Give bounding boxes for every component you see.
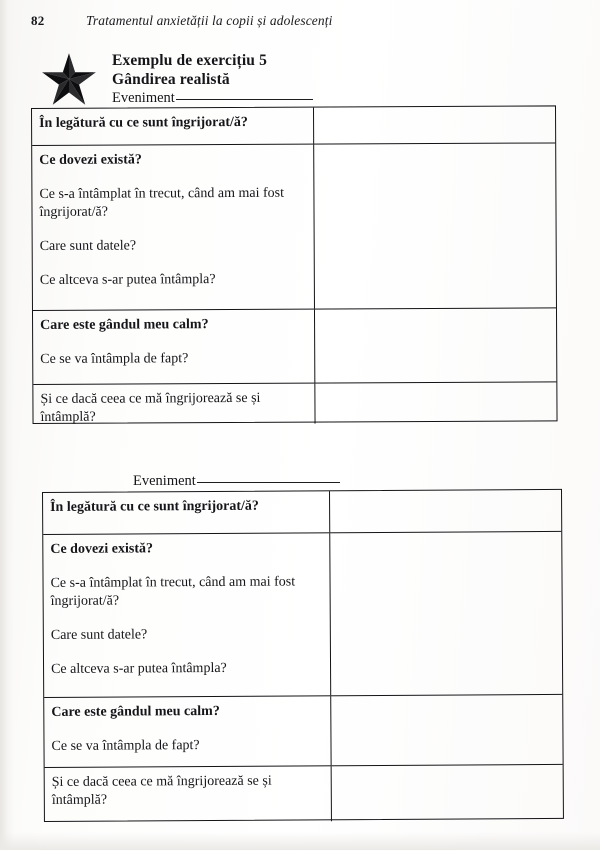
event-blank-rule-2[interactable] xyxy=(197,482,340,483)
page-number: 82 xyxy=(31,13,45,28)
worksheet-question-text: În legătură cu ce sunt îngrijorat/ă? xyxy=(50,498,259,515)
worksheet-question-cell xyxy=(43,491,330,534)
worksheet-answer-cell[interactable] xyxy=(332,765,563,821)
event-field-1 xyxy=(112,89,412,108)
worksheet-question-cell xyxy=(45,766,332,823)
worksheet-question-cell xyxy=(44,696,331,767)
worksheet-question-text: Care este gândul meu calm? xyxy=(40,317,209,333)
star-icon xyxy=(41,52,97,106)
worksheet-question-cell xyxy=(33,384,315,425)
worksheet-question-text: Ce s-a întâmplat în trecut, când am mai fost îngrijorat/ă? xyxy=(50,574,296,609)
worksheet-question-text: Ce s-a întâmplat în trecut, când am mai fost îngrijorat/ă? xyxy=(39,185,285,220)
worksheet-row xyxy=(33,382,556,425)
worksheet-question-text: În legătură cu ce sunt îngrijorat/ă? xyxy=(39,114,248,131)
worksheet-row xyxy=(43,532,562,698)
worksheet-row xyxy=(32,143,556,311)
page-edge-shadow-bottom xyxy=(0,832,600,850)
worksheet-question-text: Ce altceva s-ar putea întâmpla? xyxy=(39,272,216,288)
worksheet-question-text: Ce dovezi există? xyxy=(39,152,142,168)
event-label-1: Eveniment xyxy=(112,90,175,106)
worksheet-question-text: Ce dovezi există? xyxy=(50,541,154,557)
worksheet-row xyxy=(32,106,555,146)
worksheet-question-text: Care este gândul meu calm? xyxy=(51,703,220,720)
worksheet-question-text: Și ce dacă ceea ce mă îngrijorează se și întâmplă? xyxy=(51,773,272,808)
worksheet-question-text: Ce altceva s-ar putea întâmpla? xyxy=(51,660,227,677)
worksheet-question-text: Ce se va întâmpla de fapt? xyxy=(51,738,200,754)
running-head xyxy=(31,13,551,33)
worksheet-answer-cell[interactable] xyxy=(314,106,555,143)
running-title: Tratamentul anxietății la copii și adolescenți xyxy=(86,13,333,28)
worksheet-answer-cell[interactable] xyxy=(331,695,562,765)
worksheet-question-text: Ce se va întâmpla de fapt? xyxy=(40,351,189,367)
exercise-subtitle: Gândirea realistă xyxy=(112,71,230,88)
worksheet-answer-cell[interactable] xyxy=(314,143,556,308)
event-blank-rule-1[interactable] xyxy=(176,99,313,100)
worksheet-question-text: Care sunt datele? xyxy=(39,238,137,254)
worksheet-answer-cell[interactable] xyxy=(330,532,562,695)
worksheet-answer-cell[interactable] xyxy=(315,308,556,382)
event-label-2: Eveniment xyxy=(133,473,196,489)
worksheet-question-cell xyxy=(43,533,331,697)
worksheet-question-text: Care sunt datele? xyxy=(50,627,148,643)
worksheet-question-text: Și ce dacă ceea ce mă îngrijorează se și întâmplă? xyxy=(40,390,261,425)
worksheet-question-cell xyxy=(32,108,314,145)
worksheet-row xyxy=(45,765,563,823)
worksheet-answer-cell[interactable] xyxy=(330,490,561,532)
heading-block xyxy=(112,51,412,108)
worksheet-row xyxy=(33,308,556,385)
worksheet-row xyxy=(44,695,562,768)
worksheet-question-cell xyxy=(32,145,315,310)
page-edge-shadow-left xyxy=(0,0,14,850)
event-field-2 xyxy=(133,473,340,490)
worksheet-table-1 xyxy=(31,105,558,424)
exercise-title: Exemplu de exercițiu 5 xyxy=(112,52,267,69)
worksheet-question-cell xyxy=(33,310,315,384)
worksheet-row xyxy=(43,490,561,535)
worksheet-table-2 xyxy=(42,489,564,822)
worksheet-answer-cell[interactable] xyxy=(315,382,556,423)
